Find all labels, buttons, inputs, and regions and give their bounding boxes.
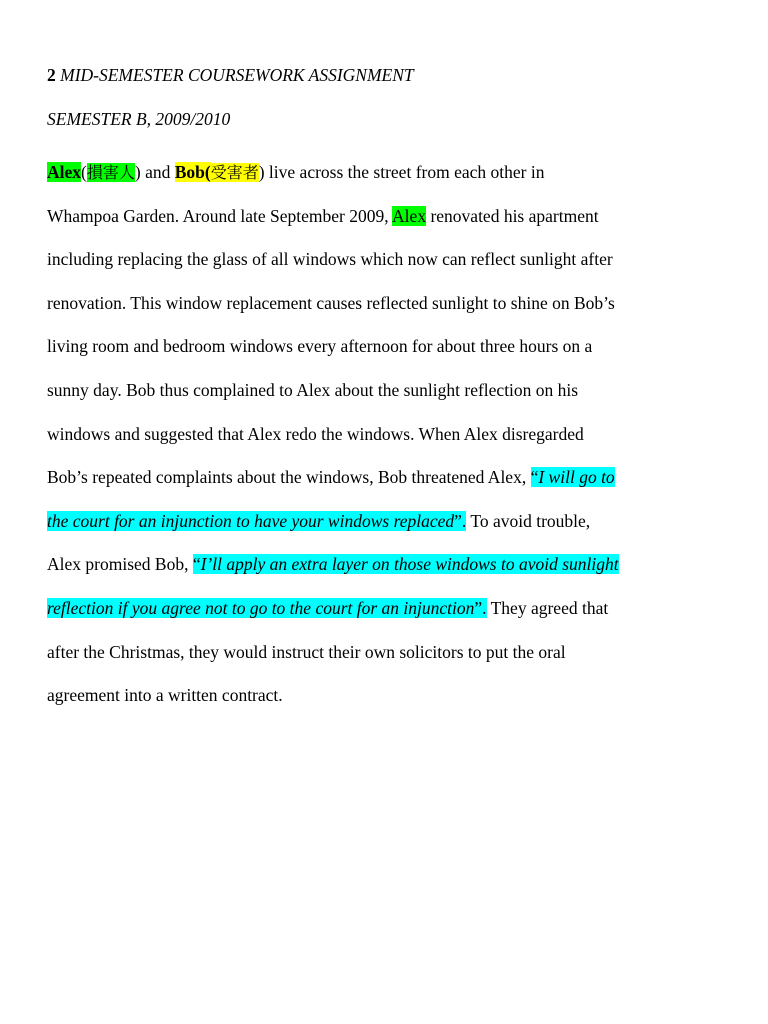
line-9-post: To avoid trouble,: [466, 510, 591, 531]
quote-open-mark-2: “: [192, 554, 201, 575]
body-line-7: windows and suggested that Alex redo the windows. When Alex disregarded: [47, 423, 584, 444]
body-paragraph: [47, 151, 737, 718]
body-line-5: living room and bedroom windows every afternoon for about three hours on a: [47, 336, 593, 357]
body-line-3: including replacing the glass of all windows which now can reflect sunlight after: [47, 249, 613, 270]
body-line-8: [47, 456, 737, 500]
bob-name-highlight: Bob(: [174, 162, 211, 182]
alex-name-highlight-2: Alex: [392, 205, 427, 226]
quote-close-mark: ”.: [454, 510, 467, 531]
alex-name-highlight: Alex: [47, 162, 82, 182]
semester-line: [47, 108, 230, 130]
body-line-4: renovation. This window replacement causes reflected sunlight to shine on Bob’s: [47, 292, 615, 313]
alex-chinese-term: 損害人: [86, 163, 135, 182]
line-11-post: They agreed that: [486, 597, 609, 618]
assignment-title-line: [47, 64, 414, 86]
line-2-pre: Whampoa Garden. Around late September 2009,: [47, 205, 393, 226]
alex-quote-part-1: I’ll apply an extra layer on those windows to avoid sunlight: [200, 554, 619, 575]
quote-close-mark-2: ”.: [474, 597, 487, 618]
body-line-9: [47, 500, 737, 544]
line-1-rest: ) live across the street from each other in: [258, 162, 545, 182]
body-line-11: [47, 587, 737, 631]
line-10-pre: Alex promised Bob,: [47, 554, 193, 575]
body-line-2: [47, 195, 737, 239]
line-2-post: renovated his apartment: [426, 205, 599, 226]
paren-open: (: [81, 162, 87, 182]
bob-quote-part-2: the court for an injunction to have your windows replaced: [47, 510, 455, 531]
text-and: ) and: [134, 162, 175, 182]
bob-quote-part-1: I will go to: [538, 467, 615, 488]
section-number: 2: [47, 65, 56, 85]
body-line-1: [47, 151, 737, 195]
line-8-pre: Bob’s repeated complaints about the windows, Bob threatened Alex,: [47, 467, 531, 488]
alex-quote-part-2: reflection if you agree not to go to the court for an injunction: [47, 597, 475, 618]
quote-open-mark: “: [530, 467, 539, 488]
body-line-12: after the Christmas, they would instruct their own solicitors to put the oral: [47, 641, 566, 662]
body-line-13: agreement into a written contract.: [47, 685, 283, 706]
semester-label: SEMESTER B, 2009/2010: [47, 109, 231, 129]
body-line-10: [47, 543, 737, 587]
body-line-6: sunny day. Bob thus complained to Alex about the sunlight reflection on his: [47, 379, 579, 400]
bob-chinese-term: 受害者: [210, 163, 259, 182]
assignment-title: MID-SEMESTER COURSEWORK ASSIGNMENT: [60, 65, 414, 85]
